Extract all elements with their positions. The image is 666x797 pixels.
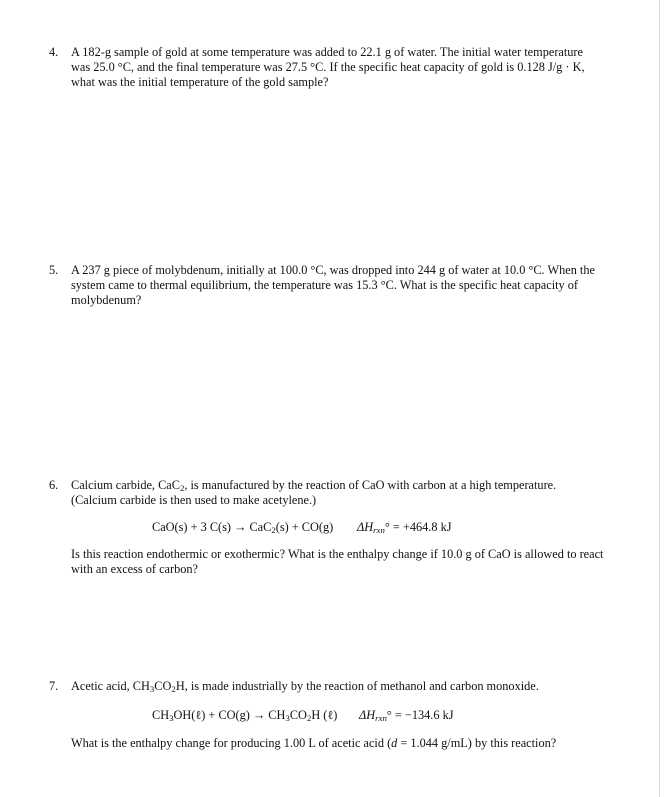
- problem-text: A 237 g piece of molybdenum, initially at 100.0 °C, was dropped into 244 g of water at 10.0 °C. When the system came to thermal equilibrium, the temperature was 15.3 °C. What is the specific heat capacity of molybdenum?: [71, 263, 595, 308]
- enthalpy-of-reaction: $\Delta H_{rxn}^\circ = +464.8$ kJ: [357, 520, 452, 536]
- reaction-equation: CaO(s) + 3 C(s) → CaC$_2$(s) + CO(g): [152, 520, 334, 536]
- reaction-equation: $CH_3OH(\ell) + CO(g) \to CH_3CO_2H$ (ℓ): [152, 708, 338, 724]
- problem-intro: Acetic acid, $CH_3CO_2H$, is made industrially by the reaction of methanol and carbon monoxide.: [71, 679, 539, 695]
- problem-4: [49, 45, 604, 91]
- problem-intro: Calcium carbide, CaC$_2$, is manufactured by the reaction of CaO with carbon at a high temperature. (Calcium carbide is then used to make acetylene.): [71, 478, 557, 508]
- problem-number: 5.: [49, 263, 59, 277]
- page-right-border: [659, 0, 660, 797]
- problem-question: What is the enthalpy change for producing 1.00 L of acetic acid (d = 1.044 g/mL) by this reaction?: [71, 736, 557, 750]
- problem-5: [49, 263, 604, 309]
- enthalpy-of-reaction: $\Delta H_{rxn}^\circ = -134.6$ kJ: [359, 708, 454, 724]
- problem-6: [49, 478, 604, 588]
- problem-number: 6.: [49, 478, 59, 492]
- problem-number: 7.: [49, 679, 59, 693]
- problem-text: A 182-g sample of gold at some temperature was added to 22.1 g of water. The initial water temperature was 25.0 °C, and the final temperature was 27.5 °C. If the specific heat capacity of gold is 0.128 J/g · K, what was the initial temperature of the gold sample?: [71, 45, 585, 90]
- problem-7: [49, 679, 604, 759]
- problem-number: 4.: [49, 45, 59, 59]
- problem-question: Is this reaction endothermic or exothermic? What is the enthalpy change if 10.0 g of CaO is allowed to react with an excess of carbon?: [71, 547, 604, 577]
